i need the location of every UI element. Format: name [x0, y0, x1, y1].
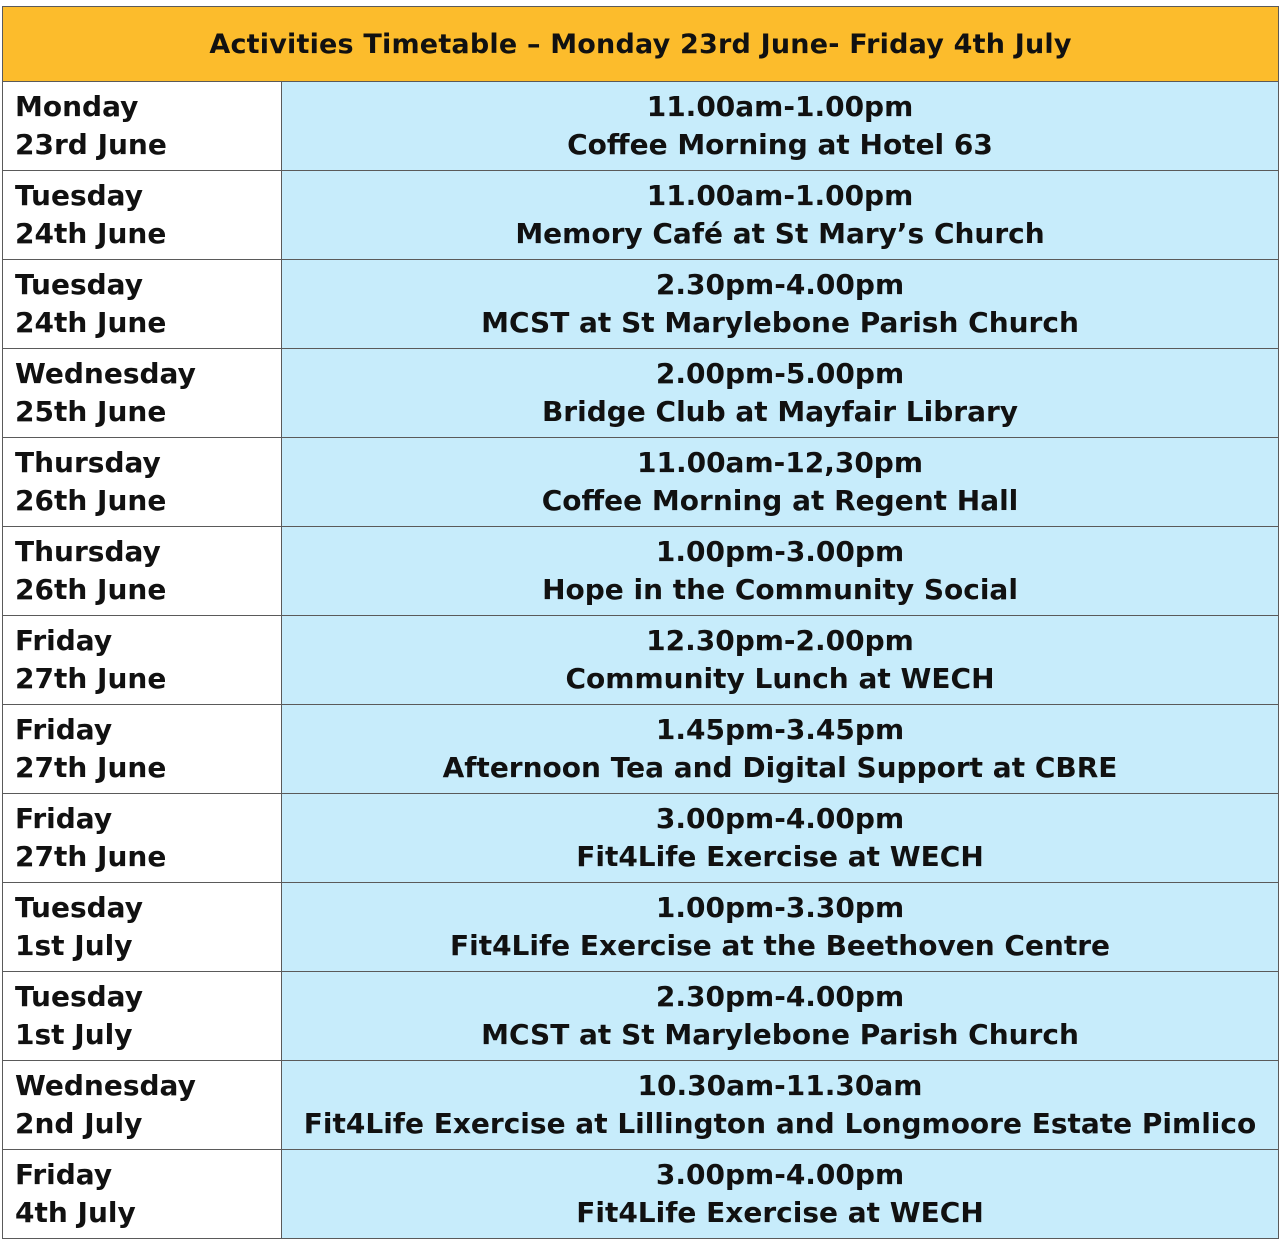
table-row	[3, 883, 1279, 972]
day-name: Friday	[15, 802, 113, 835]
day-name: Friday	[15, 713, 113, 746]
table-row	[3, 527, 1279, 616]
event-cell	[282, 705, 1279, 794]
day-date: 26th June	[15, 573, 167, 606]
event-time: 2.30pm-4.00pm	[655, 980, 905, 1013]
event-cell	[282, 82, 1279, 171]
day-cell	[3, 438, 282, 527]
day-date: 2nd July	[15, 1107, 143, 1140]
event-activity: MCST at St Marylebone Parish Church	[481, 1018, 1079, 1051]
day-cell	[3, 171, 282, 260]
day-name: Tuesday	[15, 891, 143, 924]
event-activity: Coffee Morning at Regent Hall	[541, 484, 1019, 517]
event-time: 10.30am-11.30am	[637, 1069, 923, 1102]
day-name: Tuesday	[15, 268, 143, 301]
event-time: 3.00pm-4.00pm	[655, 802, 905, 835]
table-row	[3, 349, 1279, 438]
event-time: 3.00pm-4.00pm	[655, 1158, 905, 1191]
day-cell	[3, 794, 282, 883]
title-row	[3, 7, 1279, 82]
event-cell	[282, 1061, 1279, 1150]
table-row	[3, 260, 1279, 349]
day-name: Friday	[15, 1158, 113, 1191]
day-cell	[3, 527, 282, 616]
day-date: 26th June	[15, 484, 167, 517]
day-date: 25th June	[15, 395, 167, 428]
event-cell	[282, 171, 1279, 260]
event-cell	[282, 883, 1279, 972]
event-time: 11.00am-1.00pm	[646, 90, 914, 123]
table-row	[3, 1061, 1279, 1150]
event-time: 11.00am-12,30pm	[636, 446, 924, 479]
day-date: 27th June	[15, 662, 167, 695]
day-cell	[3, 260, 282, 349]
event-activity: Bridge Club at Mayfair Library	[541, 395, 1019, 428]
day-cell	[3, 883, 282, 972]
event-activity: Fit4Life Exercise at Lillington and Longmoore Estate Pimlico	[303, 1107, 1257, 1140]
table-row	[3, 82, 1279, 171]
day-date: 1st July	[15, 1018, 133, 1051]
day-cell	[3, 972, 282, 1061]
event-cell	[282, 616, 1279, 705]
event-cell	[282, 794, 1279, 883]
event-time: 1.00pm-3.30pm	[655, 891, 905, 924]
day-cell	[3, 82, 282, 171]
event-time: 1.00pm-3.00pm	[655, 535, 905, 568]
day-date: 1st July	[15, 929, 133, 962]
day-name: Tuesday	[15, 980, 143, 1013]
table-row	[3, 794, 1279, 883]
day-cell	[3, 616, 282, 705]
day-name: Tuesday	[15, 179, 143, 212]
day-name: Thursday	[15, 446, 161, 479]
day-date: 27th June	[15, 751, 167, 784]
event-cell	[282, 972, 1279, 1061]
event-activity: Afternoon Tea and Digital Support at CBRE	[442, 751, 1118, 784]
event-activity: Coffee Morning at Hotel 63	[567, 128, 993, 161]
event-cell	[282, 438, 1279, 527]
event-cell	[282, 260, 1279, 349]
day-date: 24th June	[15, 306, 167, 339]
event-time: 2.30pm-4.00pm	[655, 268, 905, 301]
event-activity: MCST at St Marylebone Parish Church	[481, 306, 1079, 339]
day-name: Friday	[15, 624, 113, 657]
day-date: 23rd June	[15, 128, 167, 161]
day-date: 4th July	[15, 1196, 136, 1229]
event-cell	[282, 1150, 1279, 1239]
day-cell	[3, 1061, 282, 1150]
day-date: 27th June	[15, 840, 167, 873]
table-row	[3, 616, 1279, 705]
day-cell	[3, 349, 282, 438]
day-name: Monday	[15, 90, 139, 123]
day-cell	[3, 1150, 282, 1239]
day-cell	[3, 705, 282, 794]
event-activity: Fit4Life Exercise at WECH	[576, 840, 984, 873]
event-time: 1.45pm-3.45pm	[655, 713, 905, 746]
event-cell	[282, 527, 1279, 616]
activities-timetable	[2, 6, 1279, 1239]
table-row	[3, 171, 1279, 260]
table-row	[3, 705, 1279, 794]
table-row	[3, 1150, 1279, 1239]
event-activity: Fit4Life Exercise at WECH	[576, 1196, 984, 1229]
day-date: 24th June	[15, 217, 167, 250]
event-time: 12.30pm-2.00pm	[646, 624, 914, 657]
event-activity: Memory Café at St Mary’s Church	[515, 217, 1045, 250]
event-activity: Fit4Life Exercise at the Beethoven Centre	[449, 929, 1111, 962]
event-time: 2.00pm-5.00pm	[655, 357, 905, 390]
event-activity: Community Lunch at WECH	[565, 662, 995, 695]
table-row	[3, 972, 1279, 1061]
event-cell	[282, 349, 1279, 438]
event-time: 11.00am-1.00pm	[646, 179, 914, 212]
day-name: Thursday	[15, 535, 161, 568]
timetable-title: Activities Timetable – Monday 23rd June- Friday 4th July	[3, 7, 1279, 82]
day-name: Wednesday	[15, 357, 196, 390]
day-name: Wednesday	[15, 1069, 196, 1102]
event-activity: Hope in the Community Social	[542, 573, 1018, 606]
table-row	[3, 438, 1279, 527]
